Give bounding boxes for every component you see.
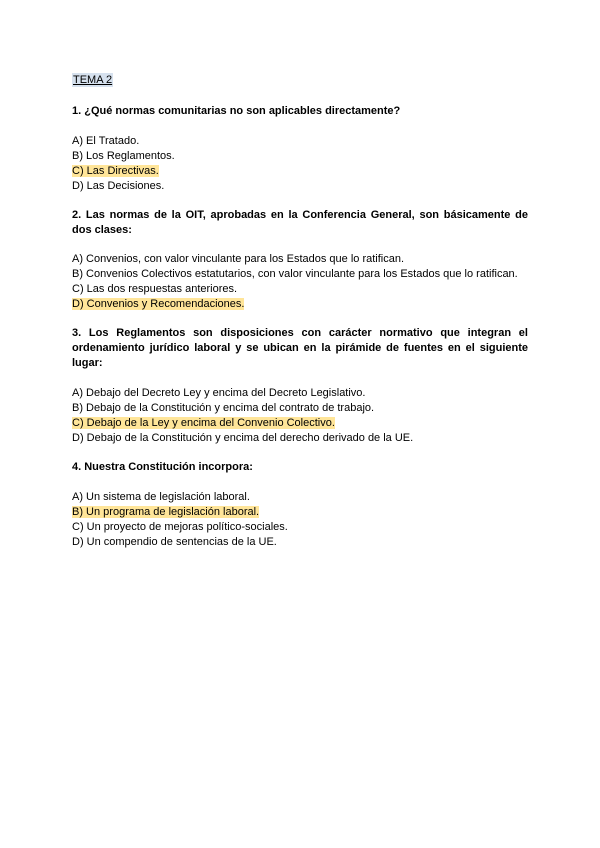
- option-3b: [72, 401, 528, 416]
- option-3a: [72, 386, 528, 401]
- option-4b-text: B) Un programa de legislación laboral.: [72, 506, 260, 518]
- option-4d-text: D) Un compendio de sentencias de la UE.: [72, 536, 277, 548]
- option-2a-text: A) Convenios, con valor vinculante para los Estados que lo ratifican.: [72, 253, 405, 265]
- option-2d: [72, 297, 528, 312]
- option-1c-text: C) Las Directivas.: [72, 165, 159, 177]
- option-2a: [72, 252, 528, 267]
- option-3b-text: B) Debajo de la Constitución y encima del contrato de trabajo.: [72, 402, 375, 414]
- option-1a-text: A) El Tratado.: [72, 135, 140, 147]
- option-4d: [72, 535, 528, 550]
- option-1b: [72, 149, 528, 164]
- option-3a-text: A) Debajo del Decreto Ley y encima del Decreto Legislativo.: [72, 387, 366, 399]
- option-2d-text: D) Convenios y Recomendaciones.: [72, 298, 245, 310]
- question-4-options: [72, 490, 528, 550]
- question-2: 2. Las normas de la OIT, aprobadas en la Conferencia General, son básicamente de dos clases:: [72, 209, 528, 236]
- option-1b-text: B) Los Reglamentos.: [72, 150, 175, 162]
- question-3: 3. Los Reglamentos son disposiciones con carácter normativo que integran el ordenamiento jurídico laboral y se ubican en la pirámide de fuentes en el siguiente lugar:: [72, 327, 528, 369]
- option-1d-text: D) Las Decisiones.: [72, 180, 165, 192]
- option-4c-text: C) Un proyecto de mejoras político-sociales.: [72, 521, 288, 533]
- option-1c: [72, 164, 528, 179]
- option-4a-text: A) Un sistema de legislación laboral.: [72, 491, 250, 503]
- question-3-options: [72, 386, 528, 446]
- option-2b-text: B) Convenios Colectivos estatutarios, con valor vinculante para los Estados que lo ratifican.: [72, 268, 518, 280]
- document-page: [72, 70, 528, 550]
- option-3d-text: D) Debajo de la Constitución y encima del derecho derivado de la UE.: [72, 432, 414, 444]
- option-3c: [72, 416, 528, 431]
- question-1-options: [72, 134, 528, 194]
- question-1: 1. ¿Qué normas comunitarias no son aplicables directamente?: [72, 105, 401, 117]
- document-title: TEMA 2: [73, 74, 113, 86]
- question-4: 4. Nuestra Constitución incorpora:: [72, 461, 253, 473]
- option-2c-text: C) Las dos respuestas anteriores.: [72, 283, 238, 295]
- option-2b: [72, 267, 528, 282]
- option-1d: [72, 179, 528, 194]
- question-2-options: [72, 252, 528, 312]
- option-2c: [72, 282, 528, 297]
- option-4a: [72, 490, 528, 505]
- option-1a: [72, 134, 528, 149]
- option-3d: [72, 431, 528, 446]
- option-3c-text: C) Debajo de la Ley y encima del Convenio Colectivo.: [72, 417, 335, 429]
- option-4c: [72, 520, 528, 535]
- option-4b: [72, 505, 528, 520]
